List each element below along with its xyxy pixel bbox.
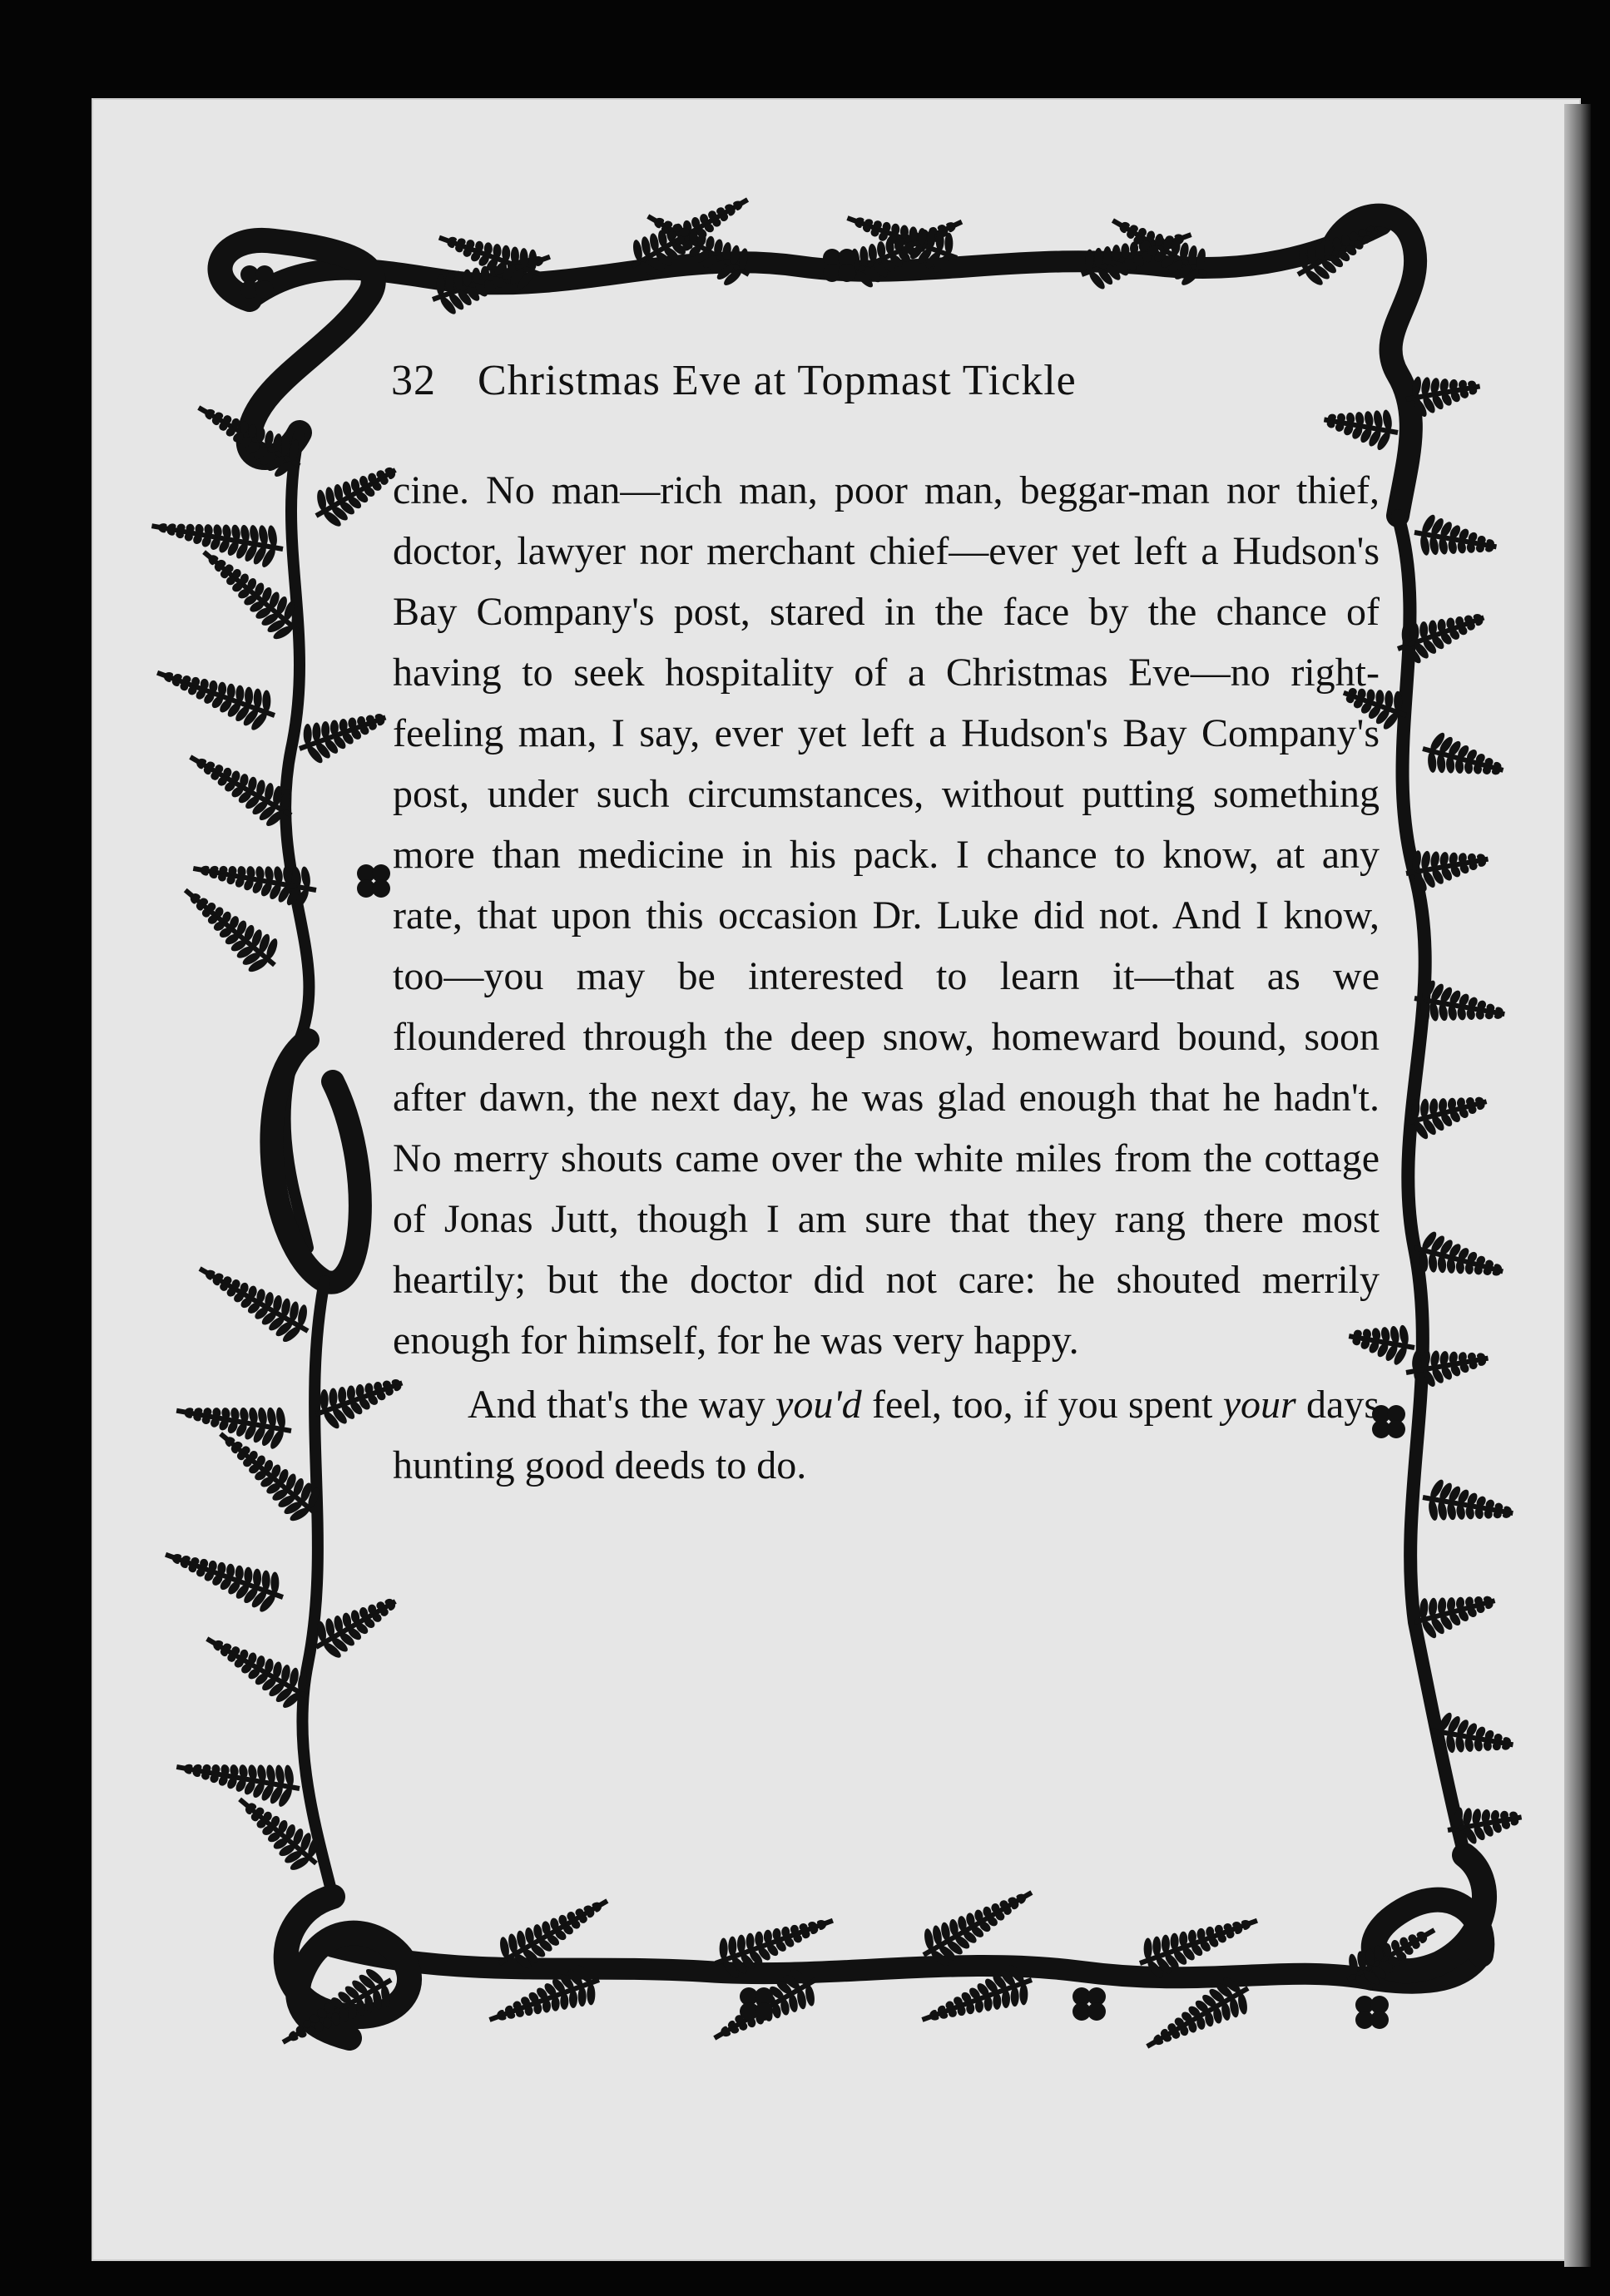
body-text <box>393 460 1380 1496</box>
running-title: Christmas Eve at Topmast Tickle <box>478 357 1077 404</box>
page-number: 32 <box>391 357 436 404</box>
paragraph: And that's the way you'd feel, too, if you spent your days hunting good deeds to do. <box>393 1383 1380 1487</box>
running-header <box>391 356 1373 405</box>
paragraph: cine. No man—rich man, poor man, beggar-man nor thief, doctor, lawyer nor merchant chief—ever yet left a Hudson's Bay Company's post, stared in the face by the chance of having to seek hospitality of a Christmas Eve—no right-feeling man, I say, ever yet left a Hudson's Bay Company's post, under such circumstances, without putting something more than medicine in his pack. I chance to know, at any rate, that upon this occasion Dr. Luke did not. And I know, too—you may be interested to learn it—that as we floundered through the deep snow, homeward bound, soon after dawn, the next day, he was glad enough that he hadn't. No merry shouts came over the white miles from the cottage of Jonas Jutt, though I am sure that they rang there most heartily; but the doctor did not care: he shouted merrily enough for himself, for he was very happy. <box>393 468 1380 1363</box>
